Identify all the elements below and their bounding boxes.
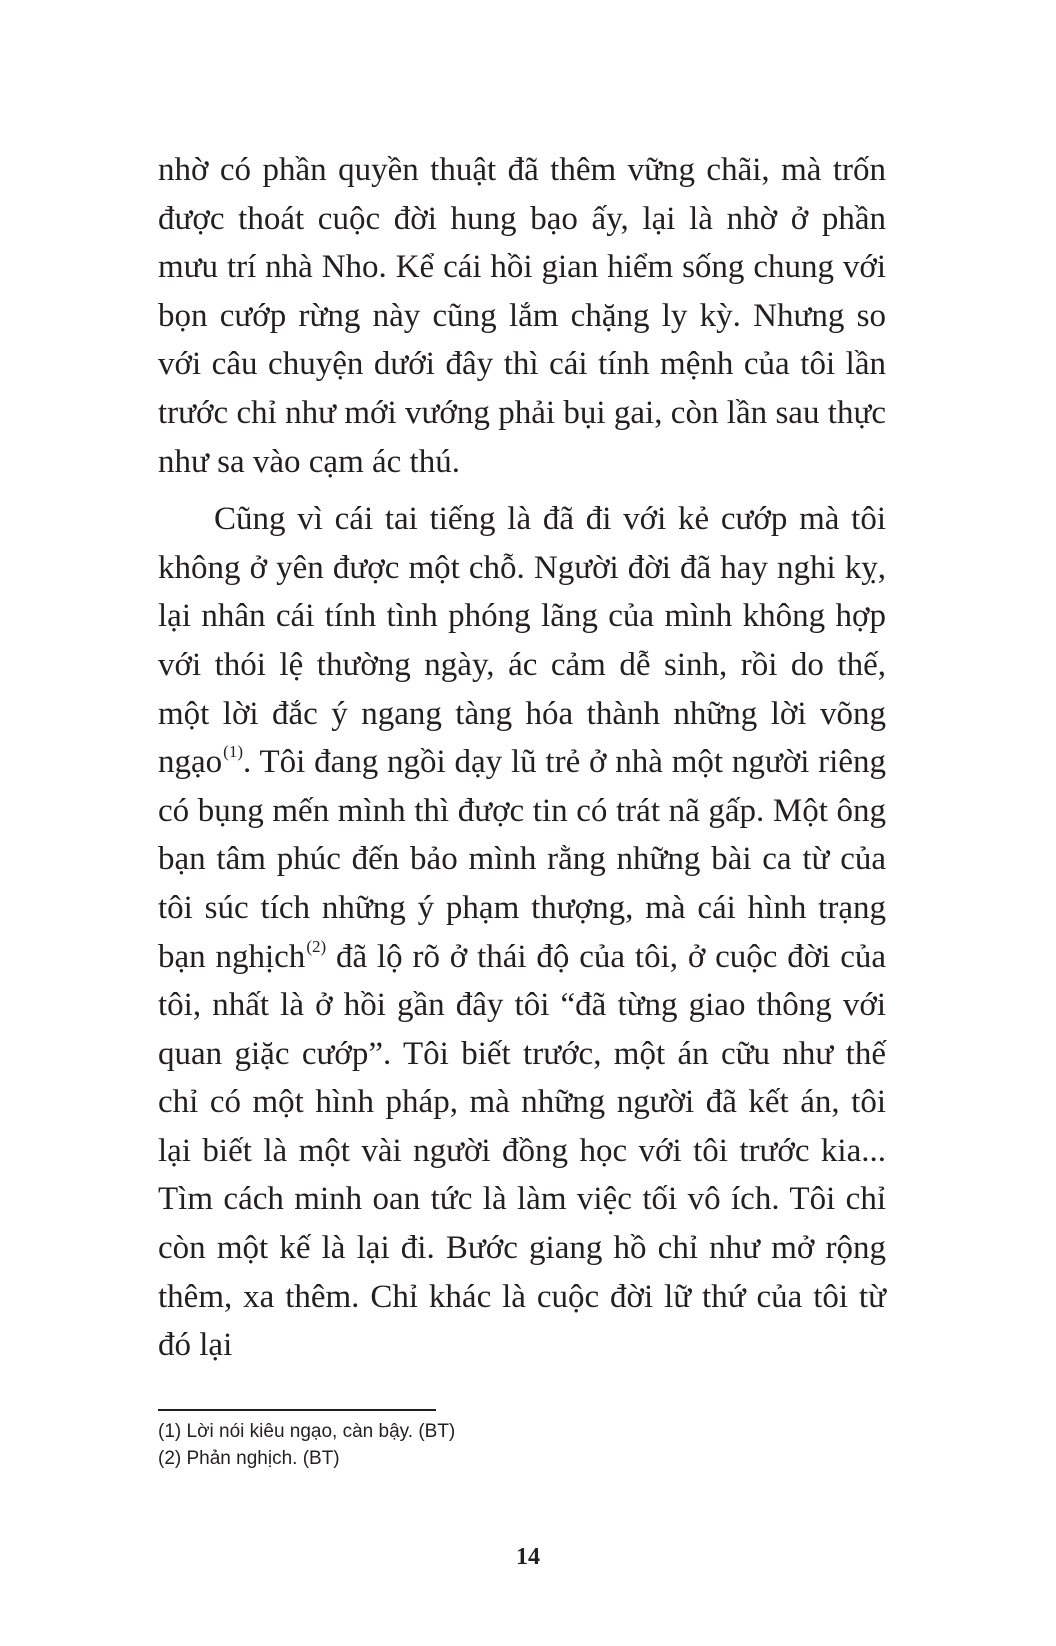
paragraph-2 (158, 495, 886, 1370)
paragraph-2-part-3: đã lộ rõ ở thái độ của tôi, ở cuộc đời của tôi, nhất là ở hồi gần đây tôi “đã từng giao thông với quan giặc cướp”. Tôi biết trước, một án cữu như thế chỉ có một hình pháp, mà những người đã kết án, tôi lại biết là một vài người đồng học với tôi trước kia... Tìm cách minh oan tức là làm việc tối vô ích. Tôi chỉ còn một kế là lại đi. Bước giang hồ chỉ như mở rộng thêm, xa thêm. Chỉ khác là cuộc đời lữ thứ của tôi từ đó lại (158, 938, 887, 1364)
paragraph-1: nhờ có phần quyền thuật đã thêm vững chãi, mà trốn được thoát cuộc đời hung bạo ấy, lại là nhờ ở phần mưu trí nhà Nho. Kể cái hồi gian hiểm sống chung với bọn cướp rừng này cũng lắm chặng ly kỳ. Nhưng so với câu chuyện dưới đây thì cái tính mệnh của tôi lần trước chỉ như mới vướng phải bụi gai, còn lần sau thực như sa vào cạm ác thú. (158, 152, 886, 480)
paragraph-2-part-2: . Tôi đang ngồi dạy lũ trẻ ở nhà một người riêng có bụng mến mình thì được tin có trát nã gấp. Một ông bạn tâm phúc đến bảo mình rằng những bài ca từ của tôi súc tích những ý phạm thượng, mà cái hình trạng bạn nghịch (158, 744, 886, 975)
main-text (158, 146, 886, 1370)
footnote-ref-2: (2) (306, 936, 327, 956)
footnote-divider (158, 1409, 436, 1411)
footnote-ref-1: (1) (223, 742, 243, 762)
footnote-1: (1) Lời nói kiêu ngạo, càn bậy. (BT) (158, 1421, 456, 1442)
footnotes (158, 1418, 455, 1472)
paragraph-2-part-1: Cũng vì cái tai tiếng là đã đi với kẻ cướp mà tôi không ở yên được một chỗ. Người đời đã hay nghi kỵ, lại nhân cái tính tình phóng lãng của mình không hợp với thói lệ thường ngày, ác cảm dễ sinh, rồi do thế, một lời đắc ý ngang tàng hóa thành những lời võng ngạo (158, 501, 886, 781)
footnote-2: (2) Phản nghịch. (BT) (158, 1448, 340, 1469)
page-number: 14 (516, 1544, 540, 1570)
